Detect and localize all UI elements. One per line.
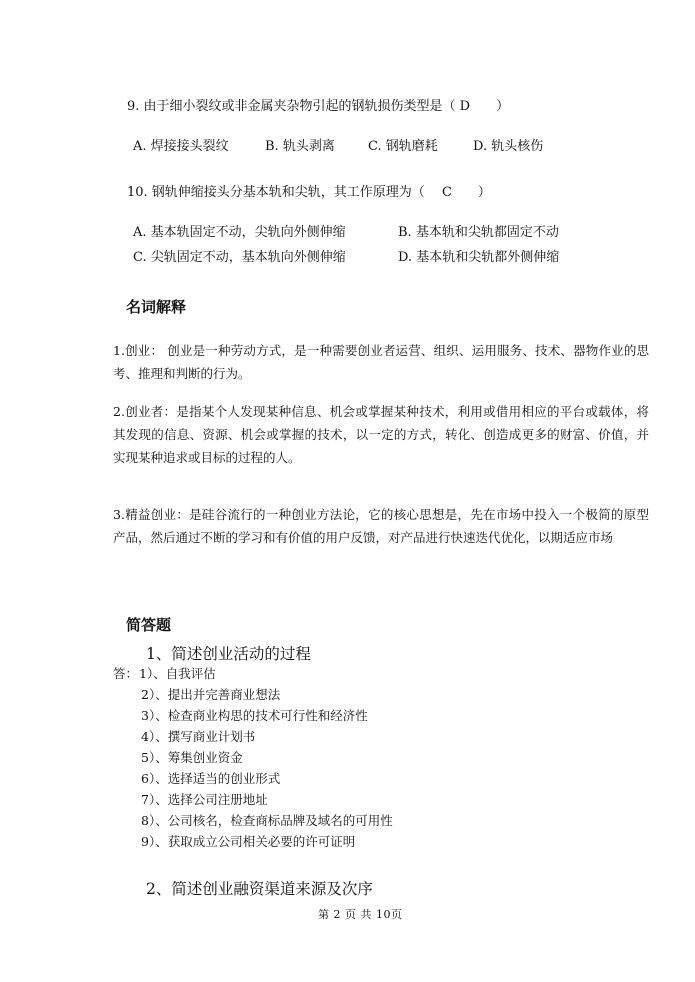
terms-heading: 名词解释: [126, 298, 187, 316]
answer-step: 2）、提出并完善商业想法: [141, 687, 281, 702]
answer-step: 6）、选择适当的创业形式: [141, 771, 281, 786]
question-10-stem: 10. 钢轨伸缩接头分基本轨和尖轨，其工作原理为（ C ）: [127, 185, 491, 200]
short-answer-q2-title: 2、简述创业融资渠道来源及次序: [146, 880, 373, 898]
answer-step: 1）、自我评估: [139, 666, 216, 681]
term-definition-1: 1.创业： 创业是一种劳动方式，是一种需要创业者运营、组织、运用服务、技术、器物作业的思考、推理和判断的行为。: [113, 343, 649, 381]
question-9-option-c: C. 钢轨磨耗: [368, 139, 438, 154]
answer-step: 9）、获取成立公司相关必要的许可证明: [141, 834, 356, 849]
question-9-option-a: A. 焊接接头裂纹: [133, 139, 229, 154]
question-10-option-d: D. 基本轨和尖轨都外侧伸缩: [398, 250, 560, 265]
term-definition-3: 3.精益创业：是硅谷流行的一种创业方法论，它的核心思想是，先在市场中投入一个极简的原型产品，然后通过不断的学习和有价值的用户反馈，对产品进行快速迭代优化，以期适应市场: [113, 507, 649, 545]
answer-step: 8）、公司核名，检查商标品牌及域名的可用性: [141, 813, 393, 828]
answer-step: 3）、检查商业构思的技术可行性和经济性: [141, 708, 368, 723]
answer-step: 4）、撰写商业计划书: [141, 729, 256, 744]
answer-step: 5）、筹集创业资金: [141, 750, 243, 765]
short-answer-heading: 简答题: [126, 616, 172, 634]
question-10-option-a: A. 基本轨固定不动，尖轨向外侧伸缩: [133, 225, 346, 240]
term-definition-2: 2.创业者：是指某个人发现某种信息、机会或掌握某种技术，利用或借用相应的平台或载体，将其发现的信息、资源、机会或掌握的技术，以一定的方式，转化、创造成更多的财富、价值，并实现某种追求或目标的过程的人。: [113, 404, 649, 465]
question-9-option-d: D. 轨头核伤: [473, 139, 544, 154]
short-answer-q1-title: 1、简述创业活动的过程: [146, 645, 311, 663]
question-9-stem: 9. 由于细小裂纹或非金属夹杂物引起的钢轨损伤类型是（ D ）: [127, 99, 510, 114]
page-number-footer: 第 2 页 共 10页: [318, 908, 403, 921]
question-10-option-b: B. 基本轨和尖轨都固定不动: [398, 225, 559, 240]
answer-label: 答：: [113, 666, 139, 681]
question-10-option-c: C. 尖轨固定不动，基本轨向外侧伸缩: [133, 250, 346, 265]
answer-step: 7）、选择公司注册地址: [141, 792, 268, 807]
question-9-option-b: B. 轨头剥离: [265, 139, 335, 154]
